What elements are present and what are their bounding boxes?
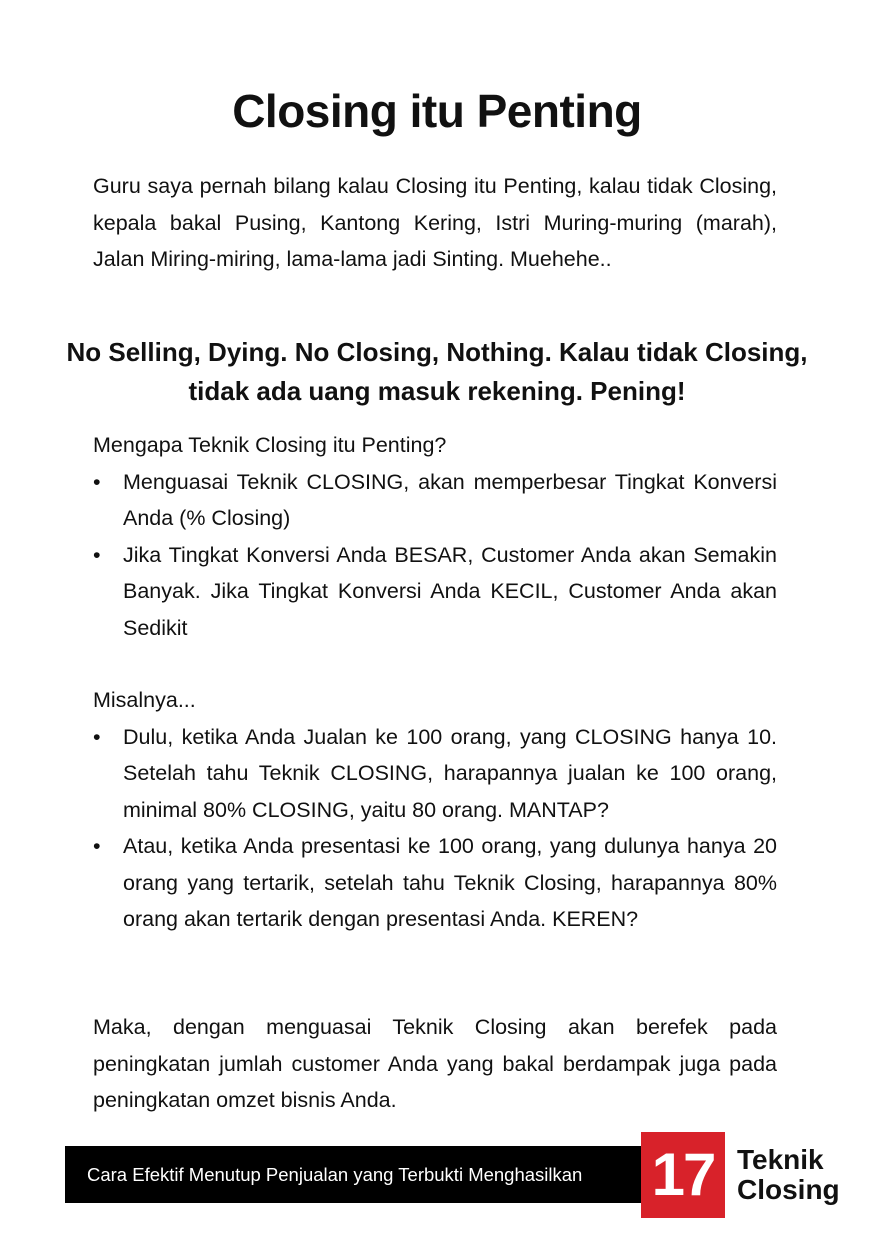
bullet-icon: • <box>93 834 101 858</box>
why-heading: Mengapa Teknik Closing itu Penting? <box>93 433 447 457</box>
footer-tagline: Cara Efektif Menutup Penjualan yang Terbukti Menghasilkan <box>87 1164 583 1185</box>
list-item-text: Atau, ketika Anda presentasi ke 100 orang, yang dulunya hanya 20 orang yang tertarik, setelah tahu Teknik Closing, harapannya 80% orang akan tertarik dengan presentasi Anda. KEREN? <box>123 834 777 931</box>
why-list <box>93 464 777 647</box>
list-item <box>93 719 777 829</box>
footer-brand <box>737 1145 840 1205</box>
list-item <box>93 464 777 537</box>
footer-number-badge: 17 <box>641 1132 725 1218</box>
highlight-quote: No Selling, Dying. No Closing, Nothing. Kalau tidak Closing, tidak ada uang masuk rekening. Pening! <box>66 337 808 406</box>
list-item <box>93 828 777 938</box>
example-section <box>93 682 777 938</box>
bullet-icon: • <box>93 469 101 494</box>
intro-paragraph: Guru saya pernah bilang kalau Closing itu Penting, kalau tidak Closing, kepala bakal Pusing, Kantong Kering, Istri Muring-muring (marah), Jalan Miring-miring, lama-lama jadi Sinting. Muehehe.. <box>93 174 777 271</box>
bullet-icon: • <box>93 724 101 749</box>
footer-brand-line1: Teknik <box>737 1144 824 1175</box>
page-title: Closing itu Penting <box>232 85 642 137</box>
list-item-text: Dulu, ketika Anda Jualan ke 100 orang, yang CLOSING hanya 10. Setelah tahu Teknik CLOSING, harapannya jualan ke 100 orang, minimal 80% CLOSING, yaitu 80 orang. MANTAP? <box>123 724 777 822</box>
list-item-text: Jika Tingkat Konversi Anda BESAR, Customer Anda akan Semakin Banyak. Jika Tingkat Konversi Anda KECIL, Customer Anda akan Sedikit <box>123 542 777 640</box>
example-list <box>93 719 777 938</box>
intro-section <box>93 168 777 278</box>
footer-tagline-bar <box>65 1146 641 1203</box>
list-item <box>93 537 777 647</box>
example-heading: Misalnya... <box>93 688 196 712</box>
closing-paragraph: Maka, dengan menguasai Teknik Closing akan berefek pada peningkatan jumlah customer Anda yang bakal berdampak juga pada peningkatan omzet bisnis Anda. <box>93 1015 777 1112</box>
footer-brand-line2: Closing <box>737 1174 840 1205</box>
list-item-text: Menguasai Teknik CLOSING, akan memperbesar Tingkat Konversi Anda (% Closing) <box>123 469 777 530</box>
closing-section <box>93 1009 777 1119</box>
why-section <box>93 427 777 646</box>
bullet-icon: • <box>93 542 101 567</box>
